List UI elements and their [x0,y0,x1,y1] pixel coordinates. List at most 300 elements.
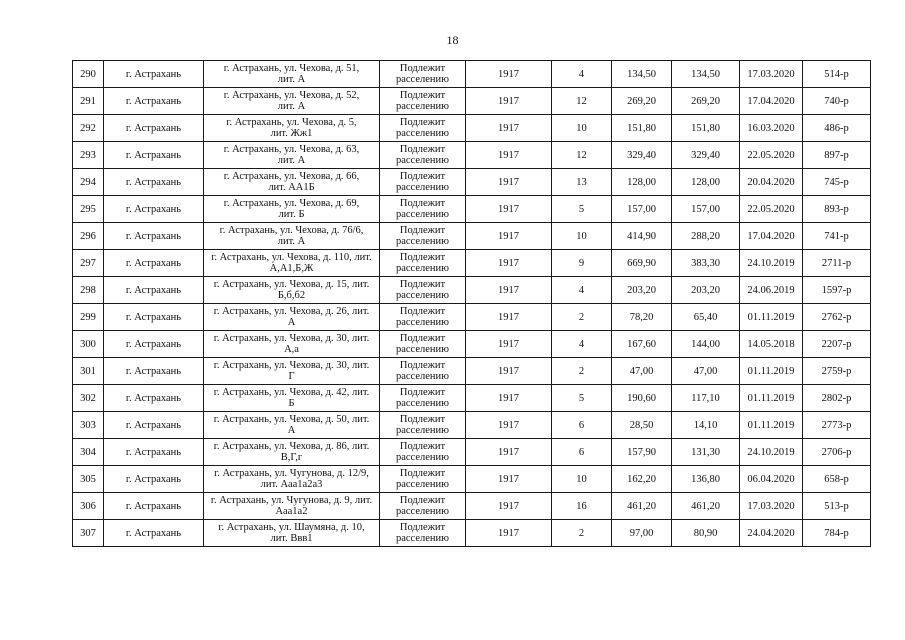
row-number-cell-text: 292 [80,122,96,134]
city-cell-text: г. Астрахань [125,203,182,215]
year-cell [466,412,552,439]
year-cell-text: 1917 [498,230,519,242]
city-cell [104,439,204,466]
total-area-cell [612,61,672,88]
living-area-cell [672,412,740,439]
year-cell-text: 1917 [498,68,519,80]
table-row [73,520,871,547]
year-cell [466,250,552,277]
total-area-cell [612,439,672,466]
status-cell [380,520,466,547]
living-area-cell [672,223,740,250]
date-cell [740,250,803,277]
total-area-cell-text: 28,50 [629,419,654,431]
row-number-cell [73,412,104,439]
row-number-cell [73,439,104,466]
status-cell [380,358,466,385]
status-cell-text: Подлежит [399,360,446,371]
city-cell [104,196,204,223]
address-cell [204,304,380,331]
address-cell [204,358,380,385]
table-row [73,61,871,88]
address-cell-text: г. Астрахань, ул. Чехова, д. 26, лит. [213,306,370,317]
status-cell-text: Подлежит [399,225,446,236]
row-number-cell-text: 296 [80,230,96,242]
residents-cell [552,61,612,88]
city-cell [104,61,204,88]
status-cell-text: расселению [395,290,449,301]
residents-cell-text: 13 [576,176,587,188]
total-area-cell [612,466,672,493]
row-number-cell-text: 295 [80,203,96,215]
city-cell [104,88,204,115]
date-cell-text: 17.04.2020 [747,95,795,107]
status-cell-text: расселению [395,533,449,544]
residents-cell-text: 6 [578,419,585,431]
address-cell [204,412,380,439]
order-cell-text: 897-р [824,149,849,161]
year-cell-text: 1917 [498,338,519,350]
city-cell [104,115,204,142]
status-cell-text: Подлежит [399,387,446,398]
year-cell-text: 1917 [498,419,519,431]
year-cell [466,331,552,358]
row-number-cell [73,331,104,358]
status-cell-text: Подлежит [399,279,446,290]
status-cell-text: Подлежит [399,117,446,128]
row-number-cell [73,88,104,115]
address-cell-text: г. Астрахань, ул. Чехова, д. 63, [223,144,360,155]
row-number-cell [73,385,104,412]
residents-cell [552,412,612,439]
city-cell-text: г. Астрахань [125,257,182,269]
residents-cell [552,142,612,169]
total-area-cell [612,358,672,385]
city-cell-text: г. Астрахань [125,149,182,161]
status-cell-text: Подлежит [399,468,446,479]
status-cell-text: расселению [395,128,449,139]
date-cell-text: 22.05.2020 [747,203,795,215]
city-cell [104,250,204,277]
status-cell [380,412,466,439]
address-cell-text: В,Г,г [280,452,303,463]
date-cell [740,520,803,547]
order-cell-text: 2759-р [821,365,852,377]
year-cell-text: 1917 [498,203,519,215]
address-cell-text: г. Астрахань, ул. Чехова, д. 69, [223,198,360,209]
living-area-cell [672,142,740,169]
year-cell [466,304,552,331]
address-cell-text: А [287,317,296,328]
status-cell-text: расселению [395,317,449,328]
living-area-cell-text: 134,50 [691,68,720,80]
total-area-cell [612,412,672,439]
date-cell-text: 24.10.2019 [747,257,795,269]
city-cell-text: г. Астрахань [125,473,182,485]
order-cell-text: 2711-р [821,257,852,269]
living-area-cell [672,250,740,277]
living-area-cell-text: 80,90 [693,527,718,539]
page-number: 18 [446,33,459,47]
total-area-cell-text: 157,00 [627,203,656,215]
residents-cell-text: 12 [576,95,587,107]
living-area-cell [672,196,740,223]
address-cell-text: лит. Ааа1а2а3 [260,479,323,490]
total-area-cell-text: 461,20 [627,500,656,512]
address-cell-text: Б [288,398,295,409]
city-cell [104,412,204,439]
date-cell-text: 01.11.2019 [747,311,795,323]
total-area-cell [612,250,672,277]
address-cell-text: Ааа1а2 [275,506,308,517]
status-cell [380,115,466,142]
table-row [73,277,871,304]
order-cell [803,358,871,385]
residents-cell-text: 10 [576,473,587,485]
living-area-cell-text: 461,20 [691,500,720,512]
address-cell-text: г. Астрахань, ул. Шаумяна, д. 10, [218,522,365,533]
order-cell [803,61,871,88]
row-number-cell [73,250,104,277]
residents-cell-text: 9 [578,257,585,269]
order-cell [803,331,871,358]
city-cell [104,142,204,169]
order-cell [803,439,871,466]
order-cell [803,304,871,331]
address-cell-text: г. Астрахань, ул. Чугунова, д. 9, лит. [210,495,373,506]
status-cell-text: расселению [395,182,449,193]
year-cell [466,142,552,169]
order-cell-text: 2207-р [821,338,852,350]
city-cell [104,277,204,304]
address-cell-text: лит. АА1Б [268,182,315,193]
year-cell [466,61,552,88]
table-row [73,304,871,331]
date-cell-text: 22.05.2020 [747,149,795,161]
total-area-cell-text: 669,90 [627,257,656,269]
total-area-cell-text: 269,20 [627,95,656,107]
table-row [73,493,871,520]
status-cell [380,223,466,250]
living-area-cell-text: 203,20 [691,284,720,296]
date-cell [740,169,803,196]
status-cell-text: Подлежит [399,522,446,533]
order-cell [803,250,871,277]
date-cell-text: 20.04.2020 [747,176,795,188]
year-cell-text: 1917 [498,527,519,539]
city-cell-text: г. Астрахань [125,230,182,242]
total-area-cell [612,493,672,520]
total-area-cell-text: 151,80 [627,122,656,134]
status-cell [380,250,466,277]
row-number-cell [73,493,104,520]
residents-cell-text: 4 [578,338,585,350]
order-cell [803,169,871,196]
row-number-cell [73,223,104,250]
year-cell-text: 1917 [498,284,519,296]
living-area-cell-text: 128,00 [691,176,720,188]
total-area-cell [612,142,672,169]
order-cell-text: 745-р [824,176,849,188]
year-cell [466,196,552,223]
order-cell-text: 1597-р [821,284,852,296]
status-cell-text: расселению [395,398,449,409]
row-number-cell-text: 290 [80,68,96,80]
living-area-cell [672,169,740,196]
year-cell [466,277,552,304]
order-cell-text: 893-р [824,203,849,215]
total-area-cell [612,520,672,547]
address-cell [204,223,380,250]
order-cell-text: 486-р [824,122,849,134]
address-cell [204,196,380,223]
address-cell [204,493,380,520]
status-cell-text: расселению [395,425,449,436]
living-area-cell-text: 288,20 [691,230,720,242]
order-cell [803,520,871,547]
address-cell [204,331,380,358]
city-cell [104,331,204,358]
status-cell-text: расселению [395,452,449,463]
living-area-cell [672,439,740,466]
total-area-cell [612,385,672,412]
residents-cell [552,250,612,277]
address-cell [204,466,380,493]
order-cell-text: 658-р [824,473,849,485]
date-cell [740,466,803,493]
row-number-cell-text: 302 [80,392,96,404]
residents-cell [552,196,612,223]
status-cell-text: расселению [395,74,449,85]
residents-cell-text: 6 [578,446,585,458]
status-cell [380,304,466,331]
status-cell-text: расселению [395,506,449,517]
order-cell-text: 740-р [824,95,849,107]
address-cell-text: А,А1,Б,Ж [269,263,314,274]
living-area-cell [672,385,740,412]
row-number-cell [73,169,104,196]
total-area-cell-text: 414,90 [627,230,656,242]
total-area-cell-text: 329,40 [627,149,656,161]
row-number-cell [73,115,104,142]
year-cell [466,169,552,196]
date-cell-text: 14.05.2018 [747,338,795,350]
living-area-cell [672,277,740,304]
status-cell [380,331,466,358]
total-area-cell-text: 203,20 [627,284,656,296]
order-cell [803,466,871,493]
date-cell-text: 01.11.2019 [747,392,795,404]
year-cell [466,520,552,547]
row-number-cell-text: 305 [80,473,96,485]
city-cell-text: г. Астрахань [125,68,182,80]
city-cell-text: г. Астрахань [125,500,182,512]
residents-cell-text: 10 [576,122,587,134]
address-cell-text: г. Астрахань, ул. Чехова, д. 86, лит. [213,441,370,452]
date-cell [740,277,803,304]
total-area-cell [612,277,672,304]
city-cell-text: г. Астрахань [125,176,182,188]
order-cell-text: 2762-р [821,311,852,323]
row-number-cell [73,520,104,547]
status-cell [380,439,466,466]
year-cell [466,223,552,250]
date-cell-text: 06.04.2020 [747,473,795,485]
address-cell-text: г. Астрахань, ул. Чехова, д. 30, лит. [213,360,370,371]
row-number-cell [73,466,104,493]
residents-cell-text: 12 [576,149,587,161]
table-row [73,88,871,115]
living-area-cell [672,115,740,142]
living-area-cell [672,61,740,88]
year-cell-text: 1917 [498,122,519,134]
address-cell [204,88,380,115]
residents-cell [552,88,612,115]
living-area-cell-text: 157,00 [691,203,720,215]
total-area-cell [612,223,672,250]
order-cell [803,88,871,115]
year-cell-text: 1917 [498,311,519,323]
status-cell [380,385,466,412]
date-cell [740,223,803,250]
residents-cell [552,223,612,250]
address-cell [204,169,380,196]
year-cell-text: 1917 [498,149,519,161]
date-cell [740,196,803,223]
city-cell [104,223,204,250]
status-cell-text: расселению [395,263,449,274]
status-cell-text: расселению [395,479,449,490]
table-row [73,439,871,466]
order-cell-text: 2802-р [821,392,852,404]
date-cell [740,358,803,385]
row-number-cell [73,304,104,331]
living-area-cell-text: 151,80 [691,122,720,134]
address-cell-text: Б,б,б2 [277,290,306,301]
order-cell-text: 784-р [824,527,849,539]
row-number-cell-text: 299 [80,311,96,323]
address-cell [204,277,380,304]
total-area-cell-text: 162,20 [627,473,656,485]
year-cell-text: 1917 [498,176,519,188]
address-cell [204,250,380,277]
date-cell [740,331,803,358]
address-cell-text: лит. Ввв1 [270,533,313,544]
address-cell-text: г. Астрахань, ул. Чехова, д. 50, лит. [213,414,370,425]
status-cell-text: Подлежит [399,90,446,101]
status-cell [380,61,466,88]
table-row [73,250,871,277]
date-cell [740,439,803,466]
total-area-cell [612,88,672,115]
table-row [73,466,871,493]
order-cell-text: 2773-р [821,419,852,431]
total-area-cell-text: 97,00 [629,527,654,539]
date-cell-text: 24.04.2020 [747,527,795,539]
date-cell-text: 24.06.2019 [747,284,795,296]
status-cell [380,196,466,223]
city-cell-text: г. Астрахань [125,338,182,350]
total-area-cell-text: 128,00 [627,176,656,188]
status-cell [380,88,466,115]
date-cell-text: 17.03.2020 [747,68,795,80]
city-cell [104,358,204,385]
total-area-cell-text: 190,60 [627,392,656,404]
address-cell-text: г. Астрахань, ул. Чугунова, д. 12/9, [214,468,369,479]
date-cell-text: 24.10.2019 [747,446,795,458]
address-cell-text: лит. Б [278,209,305,220]
date-cell [740,61,803,88]
year-cell [466,439,552,466]
order-cell-text: 514-р [824,68,849,80]
table-row [73,196,871,223]
table-row [73,412,871,439]
residents-cell-text: 5 [578,203,585,215]
date-cell [740,115,803,142]
living-area-cell [672,88,740,115]
address-cell-text: г. Астрахань, ул. Чехова, д. 66, [223,171,360,182]
status-cell-text: Подлежит [399,495,446,506]
year-cell-text: 1917 [498,473,519,485]
address-cell [204,439,380,466]
table-row [73,223,871,250]
row-number-cell-text: 301 [80,365,96,377]
housing-registry-table [72,60,871,547]
status-cell-text: расселению [395,344,449,355]
city-cell-text: г. Астрахань [125,284,182,296]
residents-cell [552,493,612,520]
city-cell-text: г. Астрахань [125,95,182,107]
residents-cell [552,304,612,331]
year-cell [466,493,552,520]
status-cell [380,169,466,196]
table-row [73,169,871,196]
total-area-cell-text: 167,60 [627,338,656,350]
residents-cell [552,115,612,142]
living-area-cell [672,466,740,493]
status-cell-text: Подлежит [399,252,446,263]
row-number-cell-text: 294 [80,176,96,188]
order-cell-text: 513-р [824,500,849,512]
residents-cell [552,169,612,196]
total-area-cell-text: 78,20 [629,311,654,323]
status-cell-text: Подлежит [399,306,446,317]
year-cell [466,115,552,142]
address-cell-text: г. Астрахань, ул. Чехова, д. 51, [223,63,360,74]
living-area-cell [672,304,740,331]
address-cell [204,115,380,142]
status-cell [380,466,466,493]
living-area-cell [672,493,740,520]
row-number-cell [73,277,104,304]
city-cell-text: г. Астрахань [125,365,182,377]
residents-cell-text: 2 [578,527,585,539]
living-area-cell-text: 144,00 [691,338,720,350]
living-area-cell-text: 117,10 [691,392,720,404]
year-cell-text: 1917 [498,95,519,107]
status-cell-text: Подлежит [399,63,446,74]
date-cell-text: 17.04.2020 [747,230,795,242]
status-cell-text: Подлежит [399,198,446,209]
date-cell [740,493,803,520]
year-cell-text: 1917 [498,257,519,269]
residents-cell-text: 4 [578,68,585,80]
date-cell [740,88,803,115]
city-cell [104,385,204,412]
residents-cell [552,520,612,547]
date-cell [740,412,803,439]
address-cell-text: г. Астрахань, ул. Чехова, д. 15, лит. [213,279,370,290]
